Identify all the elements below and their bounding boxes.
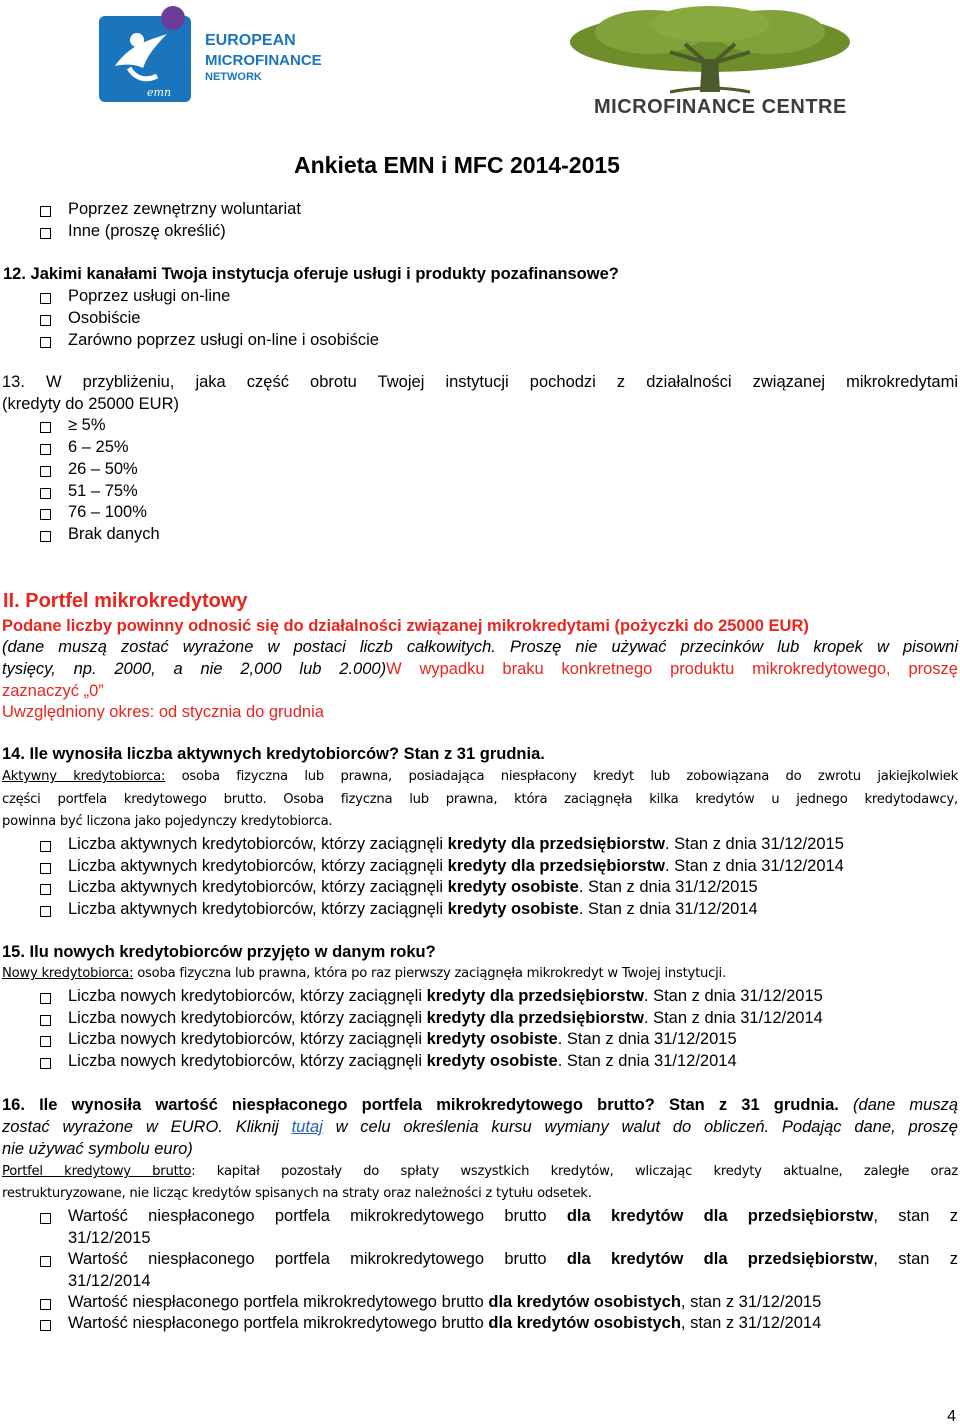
option-label: Brak danych <box>68 525 160 543</box>
document-title: Ankieta EMN i MFC 2014-2015 <box>294 152 620 178</box>
checkbox[interactable] <box>40 315 51 326</box>
option-label: Inne (proszę określić) <box>68 222 226 240</box>
checkbox[interactable] <box>40 841 51 852</box>
option-label: Wartość niespłaconego portfela mikrokredytowego brutto dla kredytów dla przedsiębiorstw, stan z <box>68 1250 958 1268</box>
option-label: Wartość niespłaconego portfela mikrokredytowego brutto dla kredytów dla przedsiębiorstw, stan z <box>68 1207 958 1225</box>
option-label: Wartość niespłaconego portfela mikrokredytowego brutto dla kredytów osobistych, stan z 31/12/2014 <box>68 1314 822 1332</box>
checkbox[interactable] <box>40 206 51 217</box>
checkbox[interactable] <box>40 228 51 239</box>
option-label: Wartość niespłaconego portfela mikrokredytowego brutto dla kredytów osobistych, stan z 31/12/2015 <box>68 1293 822 1311</box>
checkbox[interactable] <box>40 444 51 455</box>
section-note-line1: (dane muszą zostać wyrażone w postaci liczb całkowitych. Proszę nie używać przecinków lub kropek w pisowni <box>2 638 958 656</box>
question-13-line1: 13. W przybliżeniu, jaka część obrotu Twojej instytucji pochodzi z działalności związanej mikrokredytami <box>2 373 958 391</box>
section-note-line2: tysięcy, np. 2000, a nie 2,000 lub 2.000)W wypadku braku konkretnego produktu mikrokredytowego, proszę <box>2 660 958 678</box>
option-label: Liczba aktywnych kredytobiorców, którzy zaciągnęli kredyty osobiste. Stan z dnia 31/12/2015 <box>68 878 758 896</box>
definition-line1: Aktywny kredytobiorca: osoba fizyczna lub prawna, posiadająca niespłacony kredyt lub zobowiązana do zwrotu jakiejkolwiek <box>2 769 958 784</box>
checkbox[interactable] <box>40 993 51 1004</box>
question-13-line2: (kredyty do 25000 EUR) <box>2 395 179 413</box>
option-label: Poprzez zewnętrzny woluntariat <box>68 200 301 218</box>
emn-logo-line2: MICROFINANCE <box>205 52 322 69</box>
question-12: 12. Jakimi kanałami Twoja instytucja oferuje usługi i produkty pozafinansowe? <box>3 265 619 283</box>
section-lead: Podane liczby powinny odnosić się do działalności związanej mikrokredytami (pożyczki do 25000 EUR) <box>2 617 809 635</box>
checkbox[interactable] <box>40 906 51 917</box>
checkbox[interactable] <box>40 466 51 477</box>
section-note-line3: zaznaczyć „0” <box>2 682 104 700</box>
emn-logo-line1: EUROPEAN <box>205 32 296 49</box>
section-heading: II. Portfel mikrokredytowy <box>3 590 248 612</box>
option-label: Liczba aktywnych kredytobiorców, którzy zaciągnęli kredyty osobiste. Stan z dnia 31/12/2014 <box>68 900 758 918</box>
emn-logo-line3: NETWORK <box>205 71 262 83</box>
definition: Nowy kredytobiorca: osoba fizyczna lub prawna, która po raz pierwszy zaciągnęła mikrokredyt w Twojej instytucji. <box>2 966 726 981</box>
checkbox[interactable] <box>40 1213 51 1224</box>
question-15: 15. Ilu nowych kredytobiorców przyjęto w danym roku? <box>2 943 436 961</box>
question-14: 14. Ile wynosiła liczba aktywnych kredytobiorców? Stan z 31 grudnia. <box>2 745 545 763</box>
option-label: Liczba nowych kredytobiorców, którzy zaciągnęli kredyty osobiste. Stan z dnia 31/12/2015 <box>68 1030 737 1048</box>
checkbox[interactable] <box>40 1256 51 1267</box>
question-16-line1: 16. Ile wynosiła wartość niespłaconego portfela mikrokredytowego brutto? Stan z 31 grudnia. (dane muszą <box>2 1096 958 1114</box>
checkbox[interactable] <box>40 863 51 874</box>
reporting-period: Uwzględniony okres: od stycznia do grudnia <box>2 703 324 721</box>
mfc-logo <box>560 4 860 124</box>
option-label: ≥ 5% <box>68 416 106 434</box>
question-16-line3: nie używać symbolu euro) <box>2 1140 193 1158</box>
option-label: Liczba nowych kredytobiorców, którzy zaciągnęli kredyty osobiste. Stan z dnia 31/12/2014 <box>68 1052 737 1070</box>
checkbox[interactable] <box>40 293 51 304</box>
checkbox[interactable] <box>40 1015 51 1026</box>
option-label: Liczba aktywnych kredytobiorców, którzy zaciągnęli kredyty dla przedsiębiorstw. Stan z dnia 31/12/2014 <box>68 857 844 875</box>
checkbox[interactable] <box>40 1036 51 1047</box>
checkbox[interactable] <box>40 509 51 520</box>
option-label: Zarówno poprzez usługi on-line i osobiście <box>68 331 379 349</box>
exchange-rate-link[interactable]: tutaj <box>291 1118 323 1136</box>
option-label: Liczba nowych kredytobiorców, którzy zaciągnęli kredyty dla przedsiębiorstw. Stan z dnia 31/12/2015 <box>68 987 823 1005</box>
checkbox[interactable] <box>40 422 51 433</box>
option-label-wrap: 31/12/2015 <box>68 1229 151 1247</box>
checkbox[interactable] <box>40 337 51 348</box>
emn-logo-mark <box>95 4 205 104</box>
option-label: Poprzez usługi on-line <box>68 287 231 305</box>
option-label: Liczba aktywnych kredytobiorców, którzy zaciągnęli kredyty dla przedsiębiorstw. Stan z dnia 31/12/2015 <box>68 835 844 853</box>
question-16-line2: zostać wyrażone w EURO. Kliknij tutaj w celu określenia kursu wymiany walut do obliczeń. Podając dane, proszę <box>2 1118 958 1136</box>
option-label: 6 – 25% <box>68 438 129 456</box>
checkbox[interactable] <box>40 1058 51 1069</box>
checkbox[interactable] <box>40 884 51 895</box>
option-label: 26 – 50% <box>68 460 138 478</box>
checkbox[interactable] <box>40 1320 51 1331</box>
definition-line2: restrukturyzowane, nie licząc kredytów spisanych na straty oraz należności z tytułu odsetek. <box>2 1186 592 1201</box>
definition-line3: powinna być liczona jako pojedynczy kredytobiorca. <box>2 814 333 829</box>
option-label: Osobiście <box>68 309 141 327</box>
option-label-wrap: 31/12/2014 <box>68 1272 151 1290</box>
definition-line2: części portfela kredytowego brutto. Osoba fizyczna lub prawna, która zaciągnęła kilka kredytów u jednego kredytodawcy, <box>2 792 958 807</box>
checkbox[interactable] <box>40 531 51 542</box>
checkbox[interactable] <box>40 488 51 499</box>
option-label: 51 – 75% <box>68 482 138 500</box>
checkbox[interactable] <box>40 1299 51 1310</box>
option-label: 76 – 100% <box>68 503 147 521</box>
definition-line1: Portfel kredytowy brutto: kapitał pozostały do spłaty wszystkich kredytów, wliczając kredyty aktualne, zaległe oraz <box>2 1164 958 1179</box>
emn-logo-tag: emn <box>147 86 172 99</box>
option-label: Liczba nowych kredytobiorców, którzy zaciągnęli kredyty dla przedsiębiorstw. Stan z dnia 31/12/2014 <box>68 1009 823 1027</box>
emn-logo <box>95 4 335 104</box>
tree-icon <box>560 4 860 99</box>
page-number: 4 <box>947 1408 956 1425</box>
mfc-logo-text: MICROFINANCE CENTRE <box>594 96 847 118</box>
